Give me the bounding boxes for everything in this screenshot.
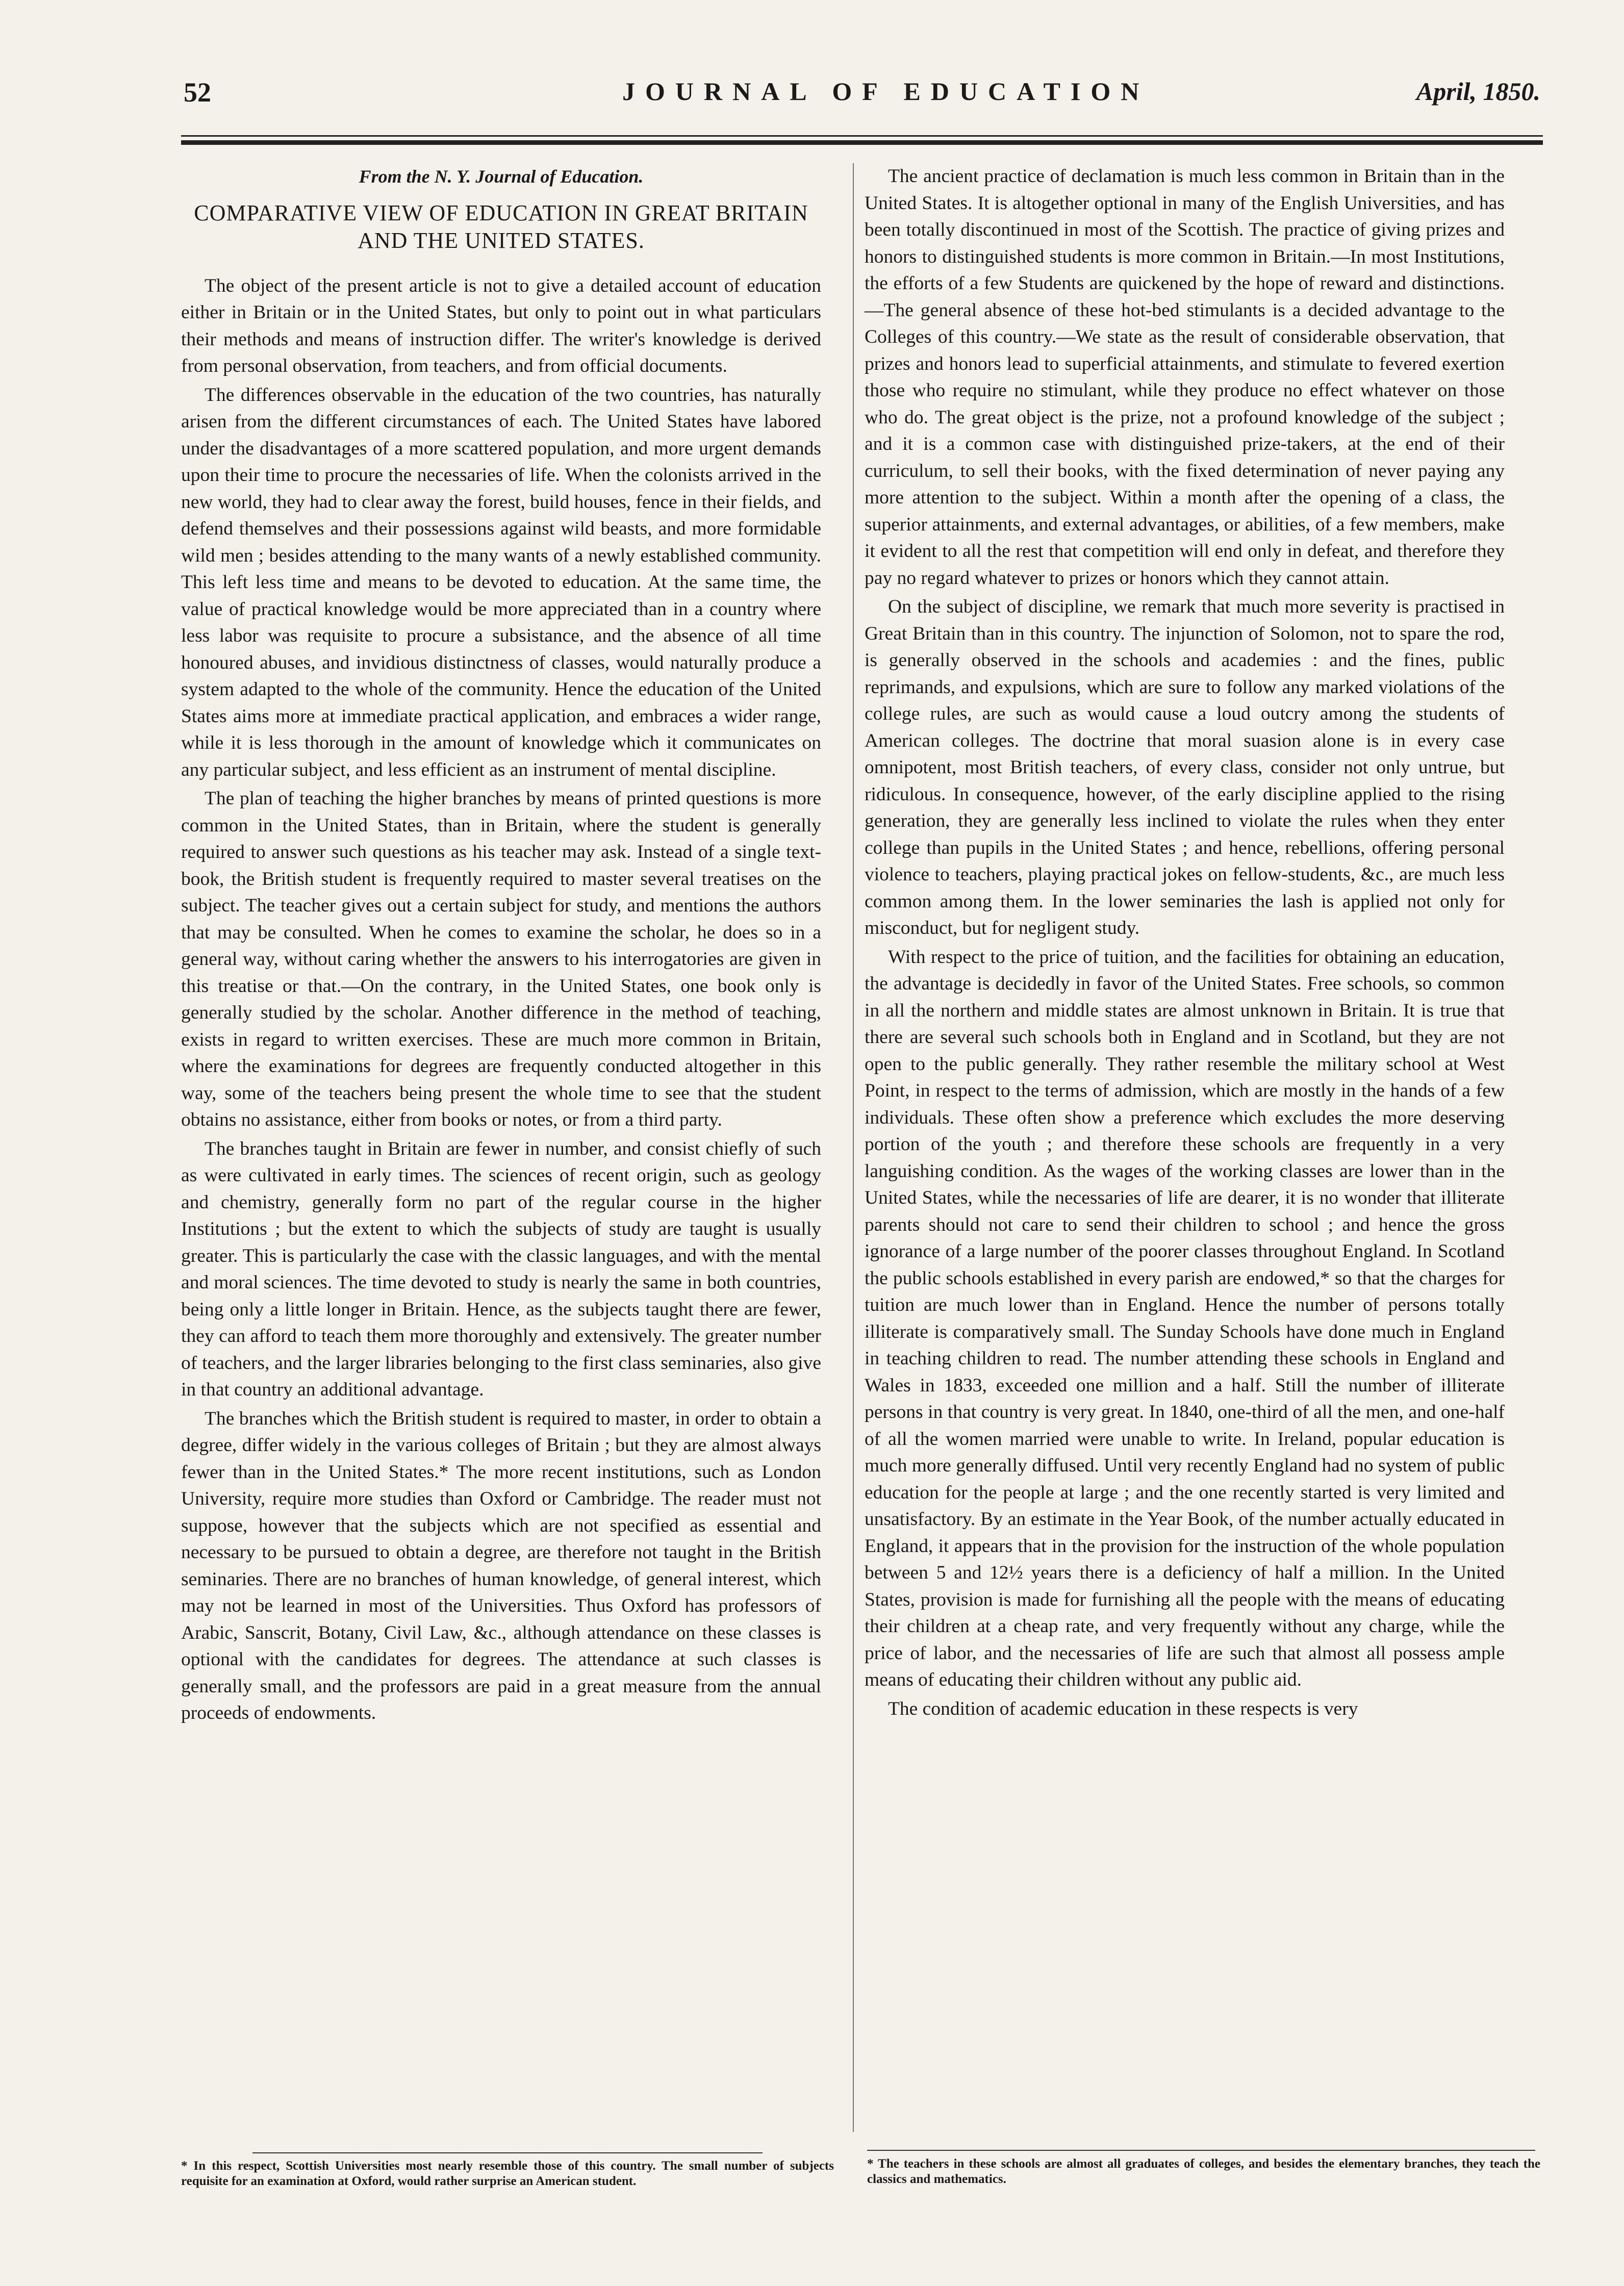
column-divider [853, 163, 854, 2132]
footnote-right: * The teachers in these schools are almost all graduates of colleges, and besides the elementary branches, they teach the classics and mathematics. [867, 2157, 1540, 2186]
paragraph: The branches which the British student is required to master, in order to obtain a degree, differ widely in the various colleges of Britain ; but they are almost always fewer than in the United States.* The more recent institutions, such as London University, require more studies than Oxford or Cambridge. The reader must not suppose, however that the subjects which are not specified as essential and necessary to be pursued to obtain a degree, are therefore not taught in the British seminaries. There are no branches of human knowledge, of general interest, which may not be learned in most of the Universities. Thus Oxford has professors of Arabic, Sanscrit, Botany, Civil Law, &c., although attendance on these classes is optional with the candidates for degrees. The attendance at such classes is generally small, and the professors are paid in a great measure from the annual proceeds of endowments. [181, 1408, 821, 1723]
paragraph: The differences observable in the education of the two countries, has naturally arisen from the different circumstances of each. The United States have labored under the disadvantages of a more scattered population, and more urgent demands upon their time to procure the necessaries of life. When the colonists arrived in the new world, they had to clear away the forest, build houses, fence in their fields, and defend themselves and their possessions against wild beasts, and more formidable wild men ; besides attending to the many wants of a newly established community. This left less time and means to be devoted to education. At the same time, the value of practical knowledge would be more appreciated than in a country where less labor was requisite to procure a subsistance, and the absence of all time honoured abuses, and invidious distinctness of classes, would naturally produce a system adapted to the whole of the community. Hence the education of the United States aims more at immediate practical application, and embraces a wider range, while it is less thorough in the amount of knowledge which it communicates on any particular subject, and less efficient as an instrument of mental discipline. [181, 384, 821, 780]
paragraph: The ancient practice of declamation is much less common in Britain than in the United States. It is altogether optional in many of the English Universities, and has been totally discontinued in most of the Scottish. The practice of giving prizes and honors to distinguished students is more common in Britain.—In most Institutions, the efforts of a few Students are quickened by the hope of reward and distinctions.—The general absence of these hot-bed stimulants is a decided advantage to the Colleges of this country.—We state as the result of considerable observation, that prizes and honors lead to superficial attainments, and stimulate to fevered exertion those who require no stimulant, while they produce no effect whatever on those who do. The great object is the prize, not a profound knowledge of the subject ; and it is a common case with distinguished prize-takers, at the end of their curriculum, to sell their books, with the fixed determination of never paying any more attention to the subject. Within a month after the opening of a class, the superior attainments, and external advantages, or abilities, of a few members, make it evident to all the rest that competition will end only in defeat, and therefore they pay no regard whatever to prizes or honors which they cannot attain. [865, 166, 1505, 589]
article-source: From the N. Y. Journal of Education. [359, 166, 644, 187]
footnote-rule-left [252, 2152, 763, 2153]
paragraph: The condition of academic education in these respects is very [888, 1698, 1358, 1719]
header-rule-thin [181, 135, 1543, 137]
issue-date: April, 1850. [1416, 77, 1540, 106]
left-column [181, 163, 821, 1727]
page-header [184, 77, 1540, 117]
paragraph: The plan of teaching the higher branches by means of printed questions is more common in the United States, than in Britain, where the student is generally required to answer such questions as his teacher may ask. Instead of a single text-book, the British student is frequently required to master several treatises on the subject. The teacher gives out a certain subject for study, and mentions the authors that may be consulted. When he comes to examine the scholar, he does so in a general way, without caring whether the answers to his interrogatories are given in this treatise or that.—On the contrary, in the United States, one book only is generally studied by the scholar. Another difference in the method of teaching, exists in regard to written exercises. These are much more common in Britain, where the examinations for degrees are frequently conducted altogether in this way, some of the teachers being present the whole time to see that the student obtains no assistance, either from books or notes, or from a third party. [181, 788, 821, 1130]
paragraph: The object of the present article is not to give a detailed account of education either in Britain or in the United States, but only to point out in what particulars their methods and means of instruction differ. The writer's knowledge is derived from personal observation, from teachers, and from official documents. [181, 275, 821, 376]
footnote-rule-right [867, 2150, 1535, 2151]
page-number: 52 [184, 77, 211, 108]
header-rule-thick [181, 140, 1543, 145]
journal-title: JOURNAL OF EDUCATION [622, 77, 1150, 106]
right-column [865, 163, 1505, 1722]
footnote-left: * In this respect, Scottish Universities most nearly resemble those of this country. The small number of subjects requisite for an examination at Oxford, would rather surprise an American student. [181, 2159, 834, 2188]
paragraph: On the subject of discipline, we remark that much more severity is practised in Great Britain than in this country. The injunction of Solomon, not to spare the rod, is generally observed in the schools and academies : and the fines, public reprimands, and expulsions, which are sure to follow any marked violations of the college rules, are such as would cause a loud outcry among the students of American colleges. The doctrine that moral suasion alone is in every case omnipotent, most British teachers, of every class, consider not only untrue, but ridiculous. In consequence, however, of the early discipline applied to the rising generation, they are generally less inclined to violate the rules when they enter college than pupils in the United States ; and hence, rebellions, offering personal violence to teachers, playing practical jokes on fellow-students, &c., are much less common among them. In the lower seminaries the lash is applied not only for misconduct, but for negligent study. [865, 596, 1505, 938]
article-title: COMPARATIVE VIEW OF EDUCATION IN GREAT BRITAIN AND THE UNITED STATES. [194, 200, 808, 253]
paragraph: The branches taught in Britain are fewer in number, and consist chiefly of such as were cultivated in early times. The sciences of recent origin, such as geology and chemistry, generally form no part of the regular course in the higher Institutions ; but the extent to which the subjects of study are taught is usually greater. This is particularly the case with the classic languages, and with the mental and moral sciences. The time devoted to study is nearly the same in both countries, being only a little longer in Britain. Hence, as the subjects taught there are fewer, they can afford to teach them more thoroughly and extensively. The greater number of teachers, and the larger libraries belonging to the first class seminaries, also give in that country an additional advantage. [181, 1138, 821, 1400]
paragraph: With respect to the price of tuition, and the facilities for obtaining an education, the advantage is decidedly in favor of the United States. Free schools, so common in all the northern and middle states are almost unknown in Britain. It is true that there are several such schools both in England and in Scotland, but they are not open to the public generally. They rather resemble the military school at West Point, in respect to the terms of admission, which are mostly in the hands of a few individuals. These often show a preference which excludes the more deserving portion of the youth ; and therefore these schools are frequently in a very languishing condition. As the wages of the working classes are lower than in the United States, while the necessaries of life are dearer, it is no wonder that illiterate parents should not care to send their children to school ; and hence the gross ignorance of a large number of the poorer classes throughout England. In Scotland the public schools established in every parish are endowed,* so that the charges for tuition are much lower than in England. Hence the number of persons totally illiterate is comparatively small. The Sunday Schools have done much in England in teaching children to read. The number attending these schools in England and Wales in 1833, exceeded one million and a half. Still the number of illiterate persons in that country is very great. In 1840, one-third of all the men, and one-half of all the women married were unable to write. In Ireland, popular education is much more generally diffused. Until very recently England had no system of public education for the people at large ; and the one recently started is very limited and unsatisfactory. By an estimate in the Year Book, of the number actually educated in England, it appears that in the provision for the instruction of the whole population between 5 and 12½ years there is a deficiency of half a million. In the United States, provision is made for furnishing all the people with the means of educating their children at a cheap rate, and very frequently without any charge, while the price of labor, and the necessaries of life are such that almost all possess ample means of educating their children without any public aid. [865, 946, 1505, 1690]
